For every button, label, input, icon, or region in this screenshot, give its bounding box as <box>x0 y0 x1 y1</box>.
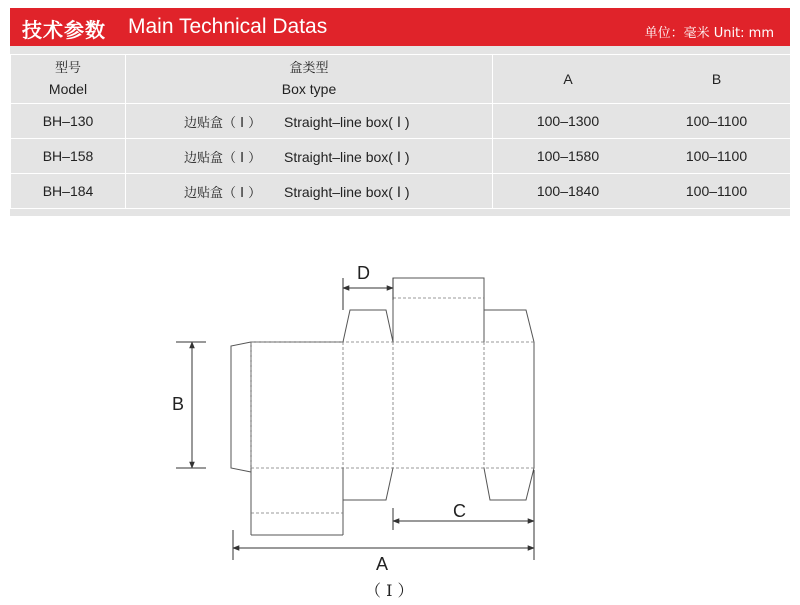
spec-table <box>10 54 790 209</box>
cell-model: BH–158 <box>11 139 126 174</box>
table-row <box>11 174 791 209</box>
table-row <box>11 104 791 139</box>
cell-type-en: Straight–line box( Ⅰ ) <box>284 148 410 165</box>
header-a: A <box>493 55 644 104</box>
section-title-en: Main Technical Datas <box>128 15 328 38</box>
cell-model: BH–184 <box>11 174 126 209</box>
header-model-en: Model <box>48 81 88 97</box>
spec-table-panel <box>10 46 790 216</box>
section-header <box>10 8 790 46</box>
cell-a: 100–1300 <box>493 104 644 139</box>
cell-type-cn: 边贴盒（ Ⅰ ） <box>184 115 262 131</box>
cell-b: 100–1100 <box>643 104 790 139</box>
dimension-label-a: A <box>376 554 389 574</box>
dimension-label-c: C <box>453 501 466 521</box>
dieline-outline <box>231 278 534 535</box>
header-box-type <box>126 55 493 104</box>
cell-type-en: Straight–line box( Ⅰ ) <box>284 113 410 130</box>
cell-a: 100–1580 <box>493 139 644 174</box>
box-dieline-diagram <box>0 216 800 605</box>
cell-b: 100–1100 <box>643 139 790 174</box>
header-model-cn: 型号 <box>54 61 81 76</box>
table-header-row <box>11 55 791 104</box>
cell-a: 100–1840 <box>493 174 644 209</box>
cell-box-type <box>126 104 493 139</box>
unit-label: 单位：毫米 Unit: mm <box>644 26 774 41</box>
header-model <box>11 55 126 104</box>
table-row <box>11 139 791 174</box>
section-title-cn: 技术参数 <box>22 18 106 42</box>
dimension-label-b: B <box>172 394 185 414</box>
header-type-cn: 盒类型 <box>289 61 329 76</box>
cell-box-type <box>126 174 493 209</box>
cell-type-cn: 边贴盒（ Ⅰ ） <box>184 185 262 201</box>
cell-type-cn: 边贴盒（ Ⅰ ） <box>184 150 262 166</box>
dimension-label-d: D <box>357 263 370 283</box>
diagram-caption: （ Ⅰ ） <box>365 581 414 600</box>
cell-type-en: Straight–line box( Ⅰ ) <box>284 183 410 200</box>
cell-b: 100–1100 <box>643 174 790 209</box>
dimension-lines <box>176 278 534 560</box>
cell-model: BH–130 <box>11 104 126 139</box>
cell-box-type <box>126 139 493 174</box>
header-type-en: Box type <box>281 81 337 97</box>
header-b: B <box>643 55 790 104</box>
